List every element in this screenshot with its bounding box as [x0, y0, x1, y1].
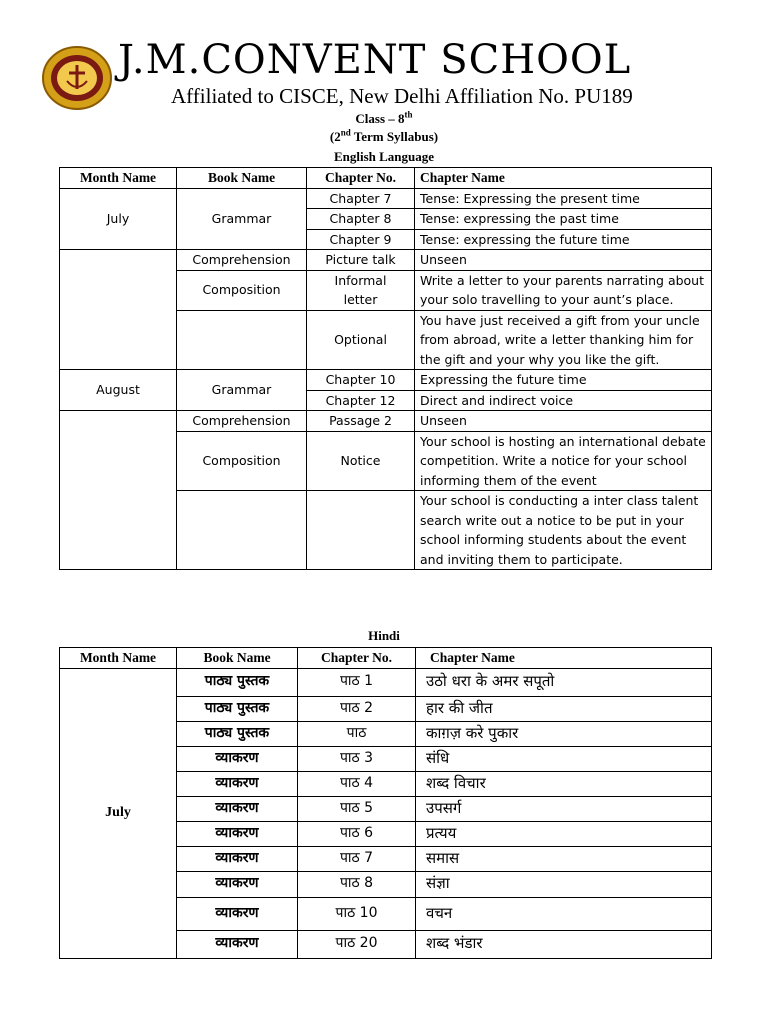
chapter-no: पाठ 7: [298, 846, 416, 871]
book-name: व्याकरण: [177, 796, 298, 821]
table-row: [60, 411, 712, 432]
book-name: पाठ्य पुस्तक: [177, 668, 298, 696]
header-book: Book Name: [177, 168, 307, 189]
chapter-name: Tense: expressing the past time: [415, 209, 712, 230]
chapter-name: काग़ज़ करे पुकार: [416, 721, 712, 746]
chapter-no: पाठ 10: [298, 897, 416, 930]
chapter-name: You have just received a gift from your uncle from abroad, write a letter thanking him for the gift and your why you like the gift.: [415, 310, 712, 370]
school-logo-icon: [41, 45, 113, 111]
chapter-name: शब्द विचार: [416, 771, 712, 796]
table-row: [60, 668, 712, 696]
table-header-row: [60, 648, 712, 669]
chapter-no: Informal letter: [307, 270, 415, 310]
header-chapter-name: Chapter Name: [416, 648, 712, 669]
class-heading: [0, 110, 768, 128]
header-book: Book Name: [177, 648, 298, 669]
chapter-no: Chapter 10: [307, 370, 415, 391]
chapter-no: पाठ: [298, 721, 416, 746]
letterhead: [0, 0, 768, 112]
school-name: J.M.CONVENT SCHOOL: [118, 37, 632, 83]
english-section-title: English Language: [333, 149, 435, 164]
chapter-no: पाठ 8: [298, 871, 416, 897]
book-name: व्याकरण: [177, 746, 298, 771]
chapter-no: Notice: [307, 431, 415, 491]
chapter-name: Tense: expressing the future time: [415, 229, 712, 250]
header-chapter-name: Chapter Name: [415, 168, 712, 189]
chapter-no: Chapter 12: [307, 390, 415, 411]
month-july: July: [60, 188, 177, 250]
book-empty: [177, 491, 307, 570]
chapter-name: Direct and indirect voice: [415, 390, 712, 411]
book-name: व्याकरण: [177, 771, 298, 796]
term-heading: [0, 128, 768, 146]
book-composition: Composition: [177, 431, 307, 491]
chapter-no: पाठ 2: [298, 696, 416, 721]
chapter-name: उठो धरा के अमर सपूतो: [416, 668, 712, 696]
chapter-name: Write a letter to your parents narrating about your solo travelling to your aunt’s place.: [415, 270, 712, 310]
chapter-no-empty: [307, 491, 415, 570]
term-heading-sup: nd: [340, 127, 351, 138]
chapter-no: पाठ 1: [298, 668, 416, 696]
chapter-name: Your school is hosting an international debate competition. Write a notice for your school informing them of the event: [415, 431, 712, 491]
book-name: पाठ्य पुस्तक: [177, 696, 298, 721]
header-chapter-no: Chapter No.: [307, 168, 415, 189]
chapter-no: पाठ 5: [298, 796, 416, 821]
chapter-name: संधि: [416, 746, 712, 771]
chapter-name: संज्ञा: [416, 871, 712, 897]
chapter-name: उपसर्ग: [416, 796, 712, 821]
term-heading-rest: Term Syllabus): [350, 129, 439, 144]
book-name: व्याकरण: [177, 930, 298, 958]
chapter-name: शब्द भंडार: [416, 930, 712, 958]
book-name: व्याकरण: [177, 897, 298, 930]
chapter-name: समास: [416, 846, 712, 871]
chapter-no: Picture talk: [307, 250, 415, 271]
chapter-name: प्रत्यय: [416, 821, 712, 846]
header-month: Month Name: [60, 168, 177, 189]
book-name: व्याकरण: [177, 871, 298, 897]
chapter-name: Unseen: [415, 250, 712, 271]
book-empty: [177, 310, 307, 370]
book-name: पाठ्य पुस्तक: [177, 721, 298, 746]
header-chapter-no: Chapter No.: [298, 648, 416, 669]
chapter-name: Your school is conducting a inter class talent search write out a notice to be put in your school informing students about the event and inviting them to participate.: [415, 491, 712, 570]
month-august: August: [60, 370, 177, 411]
class-heading-text: Class – 8: [355, 111, 405, 126]
book-name: व्याकरण: [177, 846, 298, 871]
table-row: [60, 370, 712, 391]
month-july: July: [60, 668, 177, 958]
chapter-name: हार की जीत: [416, 696, 712, 721]
chapter-name: Tense: Expressing the present time: [415, 188, 712, 209]
chapter-no: Optional: [307, 310, 415, 370]
chapter-name: Expressing the future time: [415, 370, 712, 391]
book-name: व्याकरण: [177, 821, 298, 846]
book-comprehension: Comprehension: [177, 411, 307, 432]
book-comprehension: Comprehension: [177, 250, 307, 271]
table-row: [60, 250, 712, 271]
hindi-section-title: Hindi: [368, 628, 400, 643]
hindi-rows: [60, 668, 712, 958]
chapter-no: पाठ 3: [298, 746, 416, 771]
english-syllabus-table: [59, 167, 712, 570]
chapter-name: वचन: [416, 897, 712, 930]
month-empty: [60, 411, 177, 570]
month-empty: [60, 250, 177, 370]
chapter-no: पाठ 4: [298, 771, 416, 796]
table-header-row: [60, 168, 712, 189]
chapter-no: Chapter 8: [307, 209, 415, 230]
header-month: Month Name: [60, 648, 177, 669]
chapter-name: Unseen: [415, 411, 712, 432]
affiliation-line: Affiliated to CISCE, New Delhi Affiliation No. PU189: [171, 84, 633, 108]
hindi-syllabus-table: [59, 647, 712, 959]
class-heading-sup: th: [404, 109, 413, 120]
book-grammar: Grammar: [177, 370, 307, 411]
book-grammar: Grammar: [177, 188, 307, 250]
chapter-no: Passage 2: [307, 411, 415, 432]
chapter-no: Chapter 9: [307, 229, 415, 250]
chapter-no: पाठ 20: [298, 930, 416, 958]
chapter-no: Chapter 7: [307, 188, 415, 209]
book-composition: Composition: [177, 270, 307, 310]
term-heading-open: (2: [329, 129, 341, 144]
table-row: [60, 188, 712, 209]
chapter-no: पाठ 6: [298, 821, 416, 846]
